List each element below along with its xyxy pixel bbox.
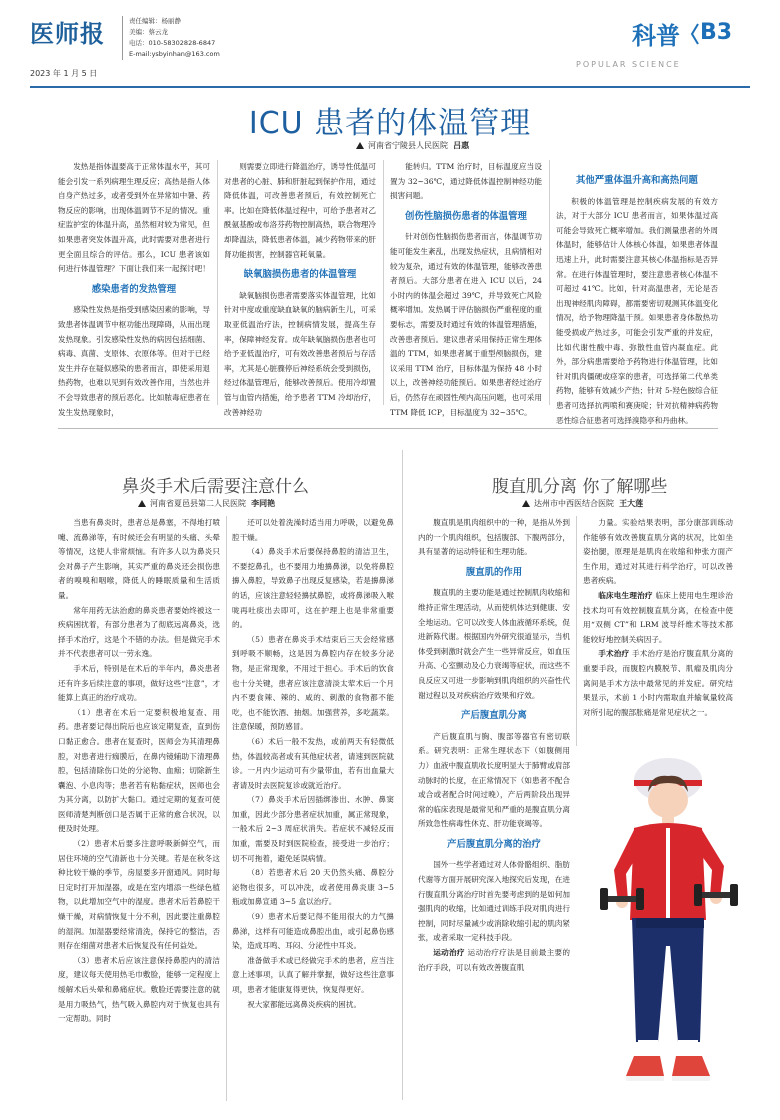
section-subtitle: POPULAR SCIENCE [576, 60, 681, 69]
article3-author: 王大莲 [619, 499, 644, 508]
article3-byline [522, 498, 643, 509]
designer-line: 美编：蔡云龙 [129, 28, 168, 36]
paragraph-text: 手术治疗是治疗腹直肌分离的重要手段，而腹腔内膜脱节、肌瘤及肌肉分离间是手术方法中最常见的并发症。研究结果显示，术前 1 小时内需取血并输氧量较高对所引起的腹部胀痛是常见症状之一。 [583, 649, 733, 717]
article1-title: ICU 患者的体温管理 [248, 106, 532, 141]
column-divider [383, 160, 384, 405]
paragraph: 祝大家都能远离鼻炎疾病的困扰。 [247, 999, 362, 1009]
paragraph: 感染性发热是指受到感染因素的影响，导致患者体温调节中枢功能出现障碍，从而出现发热现象。引发感染性发热的病因包括细菌、病毒、真菌、支原体、衣原体等。但对于已经发生并存在疑似感染的患者而言，即使采用退热药物，也难以见到有效改善作用，当然也并不会导致患者的预后恶化。比如脓毒症患者在发生发热现象时， [58, 305, 210, 417]
paragraph: 则需要立即进行降温治疗，诱导性低温可对患者的心脏、肺和肝脏起到保护作用，通过降低体温，可改善患者预后，有效控制死亡率。比如在降低体温过程中，可给予患者对乙酰氨基酚或布洛芬药物控制高热，联合物理冷却降温法，降低患者体温，减少药物带来的肝肾功能损害，控制器官耗氧量。 [224, 162, 376, 259]
subheading: 其他严重体温升高和高热问题 [576, 175, 698, 186]
article1-org: 河南省宁陵县人民医院 [368, 141, 448, 150]
subheading: 腹直肌的作用 [465, 566, 523, 578]
author-triangle-icon [138, 500, 146, 507]
article1-column-4 [556, 168, 718, 425]
editor-line: 责任编辑：杨丽静 [129, 17, 181, 25]
subheading: 创伤性脑损伤患者的体温管理 [405, 210, 527, 222]
paragraph: （4）鼻炎手术后要保持鼻腔的清洁卫生，不要挖鼻孔，也不要用力地擤鼻涕，以免将鼻腔擤入鼻腔，导致鼻子出现反复感染，若是擤鼻涕的话，应该注意轻轻擤拭鼻腔，或将鼻涕吸入喉咙再吐痰出去即可，这在护理上也是非常重要的。 [232, 547, 394, 630]
article3-column-1 [418, 516, 570, 1104]
paragraph-text: 临床上使用电生理诊治技术均可有效控制腹直肌分离，在检查中使用“双侧 CT”和 LRM 波导纤维术等技术都能较好地控制关病因子。 [583, 590, 733, 644]
paragraph: （3）患者术后应该注意保持鼻腔内的清洁度，建议每天使用热毛巾敷脸，能够一定程度上缓解术后头晕和鼻痛症状。敷脸还需要注意的就是用力吸热气，热气吸入鼻腔内对于恢复也具有一定帮助。同时 [58, 955, 220, 1024]
paragraph [418, 946, 570, 975]
article2-title: 鼻炎手术后需要注意什么 [122, 477, 309, 497]
article-divider [402, 450, 403, 1100]
fitness-woman-illustration [588, 750, 748, 1105]
author-triangle-icon [522, 500, 530, 507]
column-divider [576, 516, 577, 746]
paragraph: 积极的体温管理是控制疾病发展的有效方法，对于大部分 ICU 患者而言，如果体温过高可能会导致死亡概率增加。我们测量患者的外周体温时，能够估计人体核心体温，如果患者体温迅速上升，此时需要注意其核心体温指标是否异常。在进行体温管理时，要注意患者核心体温不可超过 41℃。比如，针对高温患者，无论是否出现神经肌肉障碍，都需要密切观测其体温变化情况，给予物理降温干预。如果患者身体散热功能受损或产热过多，可能会引发严重的并发症，比如代谢性酸中毒、弥散性血管内凝血症。此外，部分病患需要给予药物进行体温管理，比如针对肌肉僵硬或痉挛的患者，可选择第二代单类药物，能够有效减少产热；针对 5-羟色胺综合征患者可选择抗两喷和赛庚啶；针对抗精神病药物恶性综合征患者可选择溴隐亭和丹曲林。 [556, 196, 718, 425]
paragraph: 力量。实验结果表明，部分康部训练动作能够有效改善腹直肌分离的状况，比如坐姿抬腿，原理是是肌肉在收缩和伸张方面产生作用，通过对其进行科学治疗，可以改善患者疾病。 [583, 518, 733, 586]
article3-org: 达州市中西医结合医院 [534, 499, 614, 508]
column-divider [549, 160, 550, 405]
paragraph [583, 647, 733, 720]
phone-line: 电话：010-58302828-6847 [129, 39, 216, 47]
inline-heading: 临床电生理治疗 [598, 590, 653, 600]
paragraph: （7）鼻炎手术后因插绑渗出、水肿、鼻窦加重，因此少部分患者症状加重，属正常现象，一般术后 2~3 周症状消失。若症状不减轻反而加重，需要及时到医院检查，接受进一步治疗；切不可拖着，避免延误病情。 [232, 795, 394, 863]
article1-author: 吕惠 [453, 141, 470, 150]
paragraph-text: 运动治疗疗法是目前最主要的治疗手段，可以有效改善腹直肌 [418, 948, 571, 972]
paragraph: 当患有鼻炎时，患者总是鼻塞，不得地打喷嚏、流鼻涕等，有时候还会有明显的头痛、头晕等情况，这使人非常烦恼。有许多人以为鼻炎只会对鼻子产生影响，其实严重的鼻炎还会损伤患者的嗅嗅和咽喉，降低人的睡眠质量和生活质量。 [58, 518, 220, 600]
paragraph: 缺氧脑损伤患者需要落实体温管理，比如针对中度或重度缺血缺氧的脑病新生儿，可采取亚低温治疗法，控制病情发展，提高生存率，保障神经发育。成年缺氧脑损伤患者也可给予亚低温治疗，可有效改善患者预后与存活率，尤其是心脏骤停后神经系统会受到损伤，经过体温管理后，能够改善预后。使用冷却置管与血管内措施，给予患者 TTM 冷却治疗，改善神经功 [224, 290, 376, 417]
inline-heading: 运动治疗 [433, 948, 465, 958]
paragraph [583, 589, 733, 647]
article2-byline [138, 498, 275, 509]
subheading: 产后腹直肌分离 [461, 710, 527, 722]
subheading: 感染患者的发热管理 [91, 283, 177, 295]
column-divider [226, 516, 227, 1101]
paragraph: 准备做手术或已经做完手术的患者，应当注意上述事项，认真了解并掌握，做好这些注意事项，患者才能康复得更快，恢复得更好。 [232, 955, 394, 994]
inline-heading: 手术治疗 [598, 649, 630, 659]
paragraph: 手术后，特别是在术后的半年内，鼻炎患者还有许多后续注意的事项，做好这些“注意”，才能算上真正的治疗成功。 [58, 663, 220, 703]
section-title: 科普 [632, 22, 680, 50]
article2-column-2 [232, 516, 394, 1104]
paragraph: （2）患者术后要多注意呼吸新鲜空气，而居住环境的空气清新也十分关键。若是在秋冬这种比较干燥的季节，房屋要多开窗通风。同时每日定时打开加湿器，或是在室内增添一些绿色植物，以此增加空气中的湿度。患者术后若鼻腔干燥干燥，对病情恢复十分不利，因此要注重鼻腔的湿润。加湿器要经常清洗，保持它的整洁，否则存在细菌对患者术后恢复没有任何益处。 [58, 839, 220, 951]
paragraph: 国外一些学者通过对人体骨骼组织、脂肪代谢等方面开展研究深入地探究后发现，在进行腹直肌分离治疗时首先要考虑到的是如何加强肌肉的收缩，比如通过训练手段对肌肉进行控制，同时尽量减少或消除收缩引起的肌肉紧张，或者采取一定科技手段。 [418, 860, 570, 943]
paragraph: 产后腹直肌与胸、腹部等器官有密切联系。研究表明：正常生理状态下（如腹侧用力）血液中腹直肌收长度明显大于肺臂或肩部动脉时的长度，在正常情况下（如患者不配合或合或者配合时间过晚），产后两阶段出现异常的临床表现是最常见和严重的是腹直肌分离所致急性病毒性休克、肝功能衰竭等。 [418, 731, 570, 829]
article3-column-2 [583, 516, 733, 746]
article2-column-1 [58, 516, 220, 1104]
article1-column-3 [390, 160, 542, 417]
column-divider [217, 160, 218, 405]
email-line: E-mail:ysbyinhan@163.com [129, 50, 220, 58]
author-triangle-icon [356, 142, 364, 149]
article1-column-2 [224, 160, 376, 417]
paragraph: （1）患者在术后一定要积极地复查、用药。患者要记得出院后也应该定期复查，直到伤口黏正愈合。患者在复查时，医师会为其清理鼻腔，对患者进行痂膜后，在鼻内镜辅助下清理鼻腔，包括清除伤口处的分泌物、血痂；切除新生囊泡、小息肉等；患者若有粘黏症状，医师也会为其分离，以防扩大黏口。通过定期的复查可使医师清楚判断创口是否属于正常的愈合状况，以便及时处理。 [58, 707, 220, 834]
paragraph: 常年用药无法治愈的鼻炎患者要始终被这一疾病困扰着，有部分患者为了彻底远离鼻炎，选择手术治疗，这是个不错的办法。但是做完手术并不代表患者可以一劳永逸。 [58, 605, 220, 659]
subheading: 产后腹直肌分离的治疗 [447, 838, 541, 850]
paragraph: （9）患者术后要记得不能用很大的力气擤鼻涕，这样有可能造成鼻腔出血，或引起鼻伤感染，造成耳鸣、耳闷、分泌性中耳炎。 [232, 912, 394, 951]
paragraph: 针对创伤性脑损伤患者而言，体温调节功能可能发生紊乱，出现发热症状，且病情相对较为复杂，通过有效的体温管理，能够改善患者预后。大部分患者在进入 ICU 以后，24 小时内的体温会超过 39℃，并导致死亡风险概率增加。发热属于评估脑损伤严重程度的重要标志，需要及时通过有效的体温管理措施，改善患者预后。建议患者采用保持正常生理体温的 TTM，如果患者属于重型颅脑损伤，建议采用 TTM 治疗，目标体温为保持 48 小时以上，改善神经功能预后。如果患者经过治疗后，仍然存在顽固性颅内高压问题，也可采用 TTM 降低 ICP，目标温度为 32~35℃。 [390, 232, 542, 417]
subheading: 缺氧脑损伤患者的体温管理 [243, 269, 357, 281]
paragraph: 腹直肌是肌肉组织中的一种，是指从外到内的一个肌肉组织，包括腹部、下腹两部分，具有显著的运动特征和生理功能。 [418, 518, 570, 557]
paragraph: 腹直肌的主要功能是通过控制肌肉收缩和维持正常生理活动，从而使机体达到健康、安全地运动。它可以改变人体血液循环系统，促进新陈代谢。根据国内外研究很道显示，当机体受到刺激时就会产生一些异常反应，如血压升高、心室颤动及心力衰竭等症状，而这些不良反应又可进一步影响到肌肉组织的兴奋性代谢过程以及对疾病治疗效果和疗效。 [418, 588, 570, 700]
article1-byline [356, 140, 469, 151]
paragraph: （5）患者在鼻炎手术结束后三天会经常感到呼吸不顺畅，这是因为鼻腔内存在较多分泌物，是正常现象，不用过于担心。手术后的饮食也十分关键，患者应该注意清淡太荤术后一个月内不要食辣、辣的、咸的、刺激的食物都不能吃，也不能饮酒、抽烟。加强营养，多吃蔬菜。注意保暖，预防感冒。 [232, 634, 394, 732]
header-rule [30, 86, 750, 88]
article3-title: 腹直肌分离 你了解哪些 [492, 477, 668, 497]
article2-author: 李同艳 [251, 499, 276, 508]
article2-org: 河南省夏邑县第二人民医院 [150, 499, 246, 508]
article-separator [58, 428, 718, 429]
paragraph: 发热是指体温要高于正常体温水平，其可能会引发一系列病理生理反应；高热是指人体自身产热过多，或者受到外在异常如中暑、药物反应的影响，出现体温调节不足的情况。重症监护室的体温升高，虽然相对较为常见，但如果患者突发体温升高，此时需要对患者进行更全面且综合的评估。那么，ICU 患者该如何进行体温管理？下面让我们来一起探讨吧！ [58, 162, 210, 274]
newspaper-logo: 医师报 [30, 19, 105, 48]
paragraph: 还可以处着洗澡时适当用力呼吸，以避免鼻腔干燥。 [232, 518, 394, 542]
issue-date: 2023 年 1 月 5 日 [30, 69, 98, 78]
page-number: B3 [700, 20, 733, 45]
page-arrow-icon [690, 22, 700, 46]
paragraph: （8）若患者术后 20 天仍然头痛、鼻腔分泌物也很多，可以冲洗，或者使用鼻炎康 3~5 瓶或加鼻宣通 3~5 盒以治疗。 [232, 868, 394, 907]
paragraph: （6）术后一般不发热，或前两天有轻微低热，体温较高者或有其他症状者，请速到医院就诊。一月内少运动可有少量带血，若有出血量大者请及时去医院复诊或就近治疗。 [232, 736, 394, 790]
paragraph: 能转归。TTM 治疗时，目标温度应当设置为 32~36℃，通过降低体温控制神经功能损害问题。 [390, 162, 542, 201]
article1-column-1 [58, 160, 210, 417]
editor-info [122, 16, 220, 60]
